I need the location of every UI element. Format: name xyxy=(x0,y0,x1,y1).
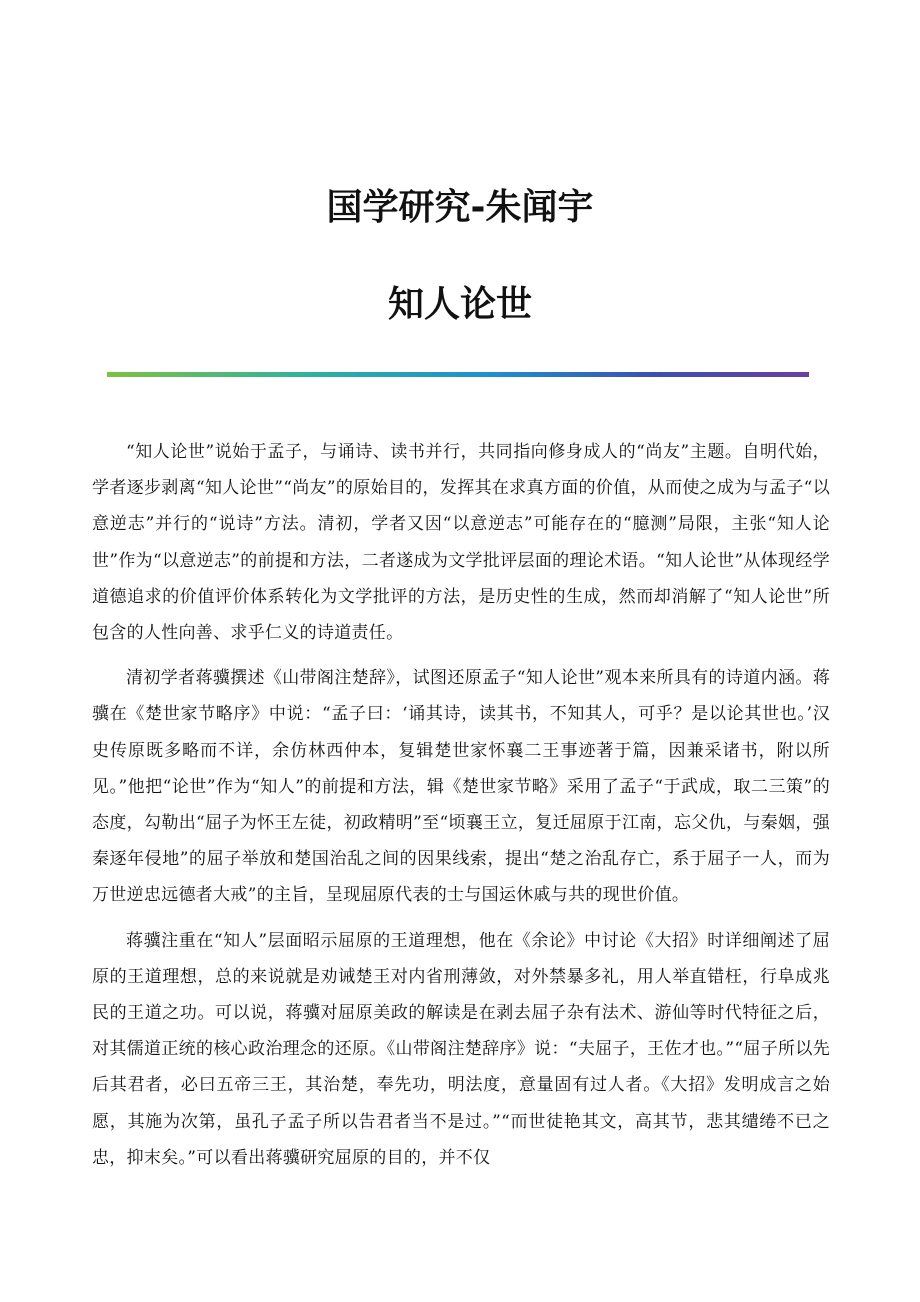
paragraph-1: “知人论世”说始于孟子，与诵诗、读书并行，共同指向修身成人的“尚友”主题。自明代始，学者逐步剥离“知人论世”“尚友”的原始目的，发挥其在求真方面的价值，从而使之成为与孟子“以意逆志”并行的“说诗”方法。清初，学者又因“以意逆志”可能存在的“臆测”局限，主张“知人论世”作为“以意逆志”的前提和方法，二者遂成为文学批评层面的理论术语。“知人论世”从体现经学道德追求的价值评价体系转化为文学批评的方法，是历史性的生成，然而却消解了“知人论世”所包含的人性向善、求乎仁义的诗道责任。 xyxy=(92,442,830,644)
gradient-divider xyxy=(107,372,809,377)
document-body xyxy=(92,434,830,1185)
paragraph-3: 蒋骥注重在“知人”层面昭示屈原的王道理想，他在《余论》中讨论《大招》时详细阐述了屈原的王道理想，总的来说就是劝诫楚王对内省刑薄敛，对外禁暴多礼，用人举直错枉，行阜成兆民的王道之功。可以说，蒋骥对屈原美政的解读是在剥去屈子杂有法术、游仙等时代特征之后，对其儒道正统的核心政治理念的还原。《山带阁注楚辞序》说：“夫屈子，王佐才也。”“屈子所以先后其君者，必曰五帝三王，其治楚，奉先功，明法度，意量固有过人者。《大招》发明成言之始愿，其施为次第，虽孔子孟子所以告君者当不是过。”“而世徒艳其文，高其节，悲其缱绻不已之忠，抑末矣。”可以看出蒋骥研究屈原的目的，并不仅 xyxy=(92,930,830,1168)
document-title: 国学研究-朱闻宇 xyxy=(326,187,594,228)
document-subtitle: 知人论世 xyxy=(387,284,532,325)
paragraph-2: 清初学者蒋骥撰述《山带阁注楚辞》，试图还原孟子“知人论世”观本来所具有的诗道内涵。蒋骥在《楚世家节略序》中说：“孟子曰：‘诵其诗，读其书，不知其人，可乎？是以论其世也。’汉史传原既多略而不详，余仿林西仲本，复辑楚世家怀襄二王事迹著于篇，因兼采诸书，附以所见。”他把“论世”作为“知人”的前提和方法，辑《楚世家节略》采用了孟子“于武成，取二三策”的态度，勾勒出“屈子为怀王左徒，初政精明”至“顷襄王立，复迁屈原于江南，忘父仇，与秦姻，强秦逐年侵地”的屈子举放和楚国治乱之间的因果线索，提出“楚之治乱存亡，系于屈子一人，而为万世逆忠远德者大戒”的主旨，呈现屈原代表的士与国运休戚与共的现世价值。 xyxy=(92,668,830,906)
